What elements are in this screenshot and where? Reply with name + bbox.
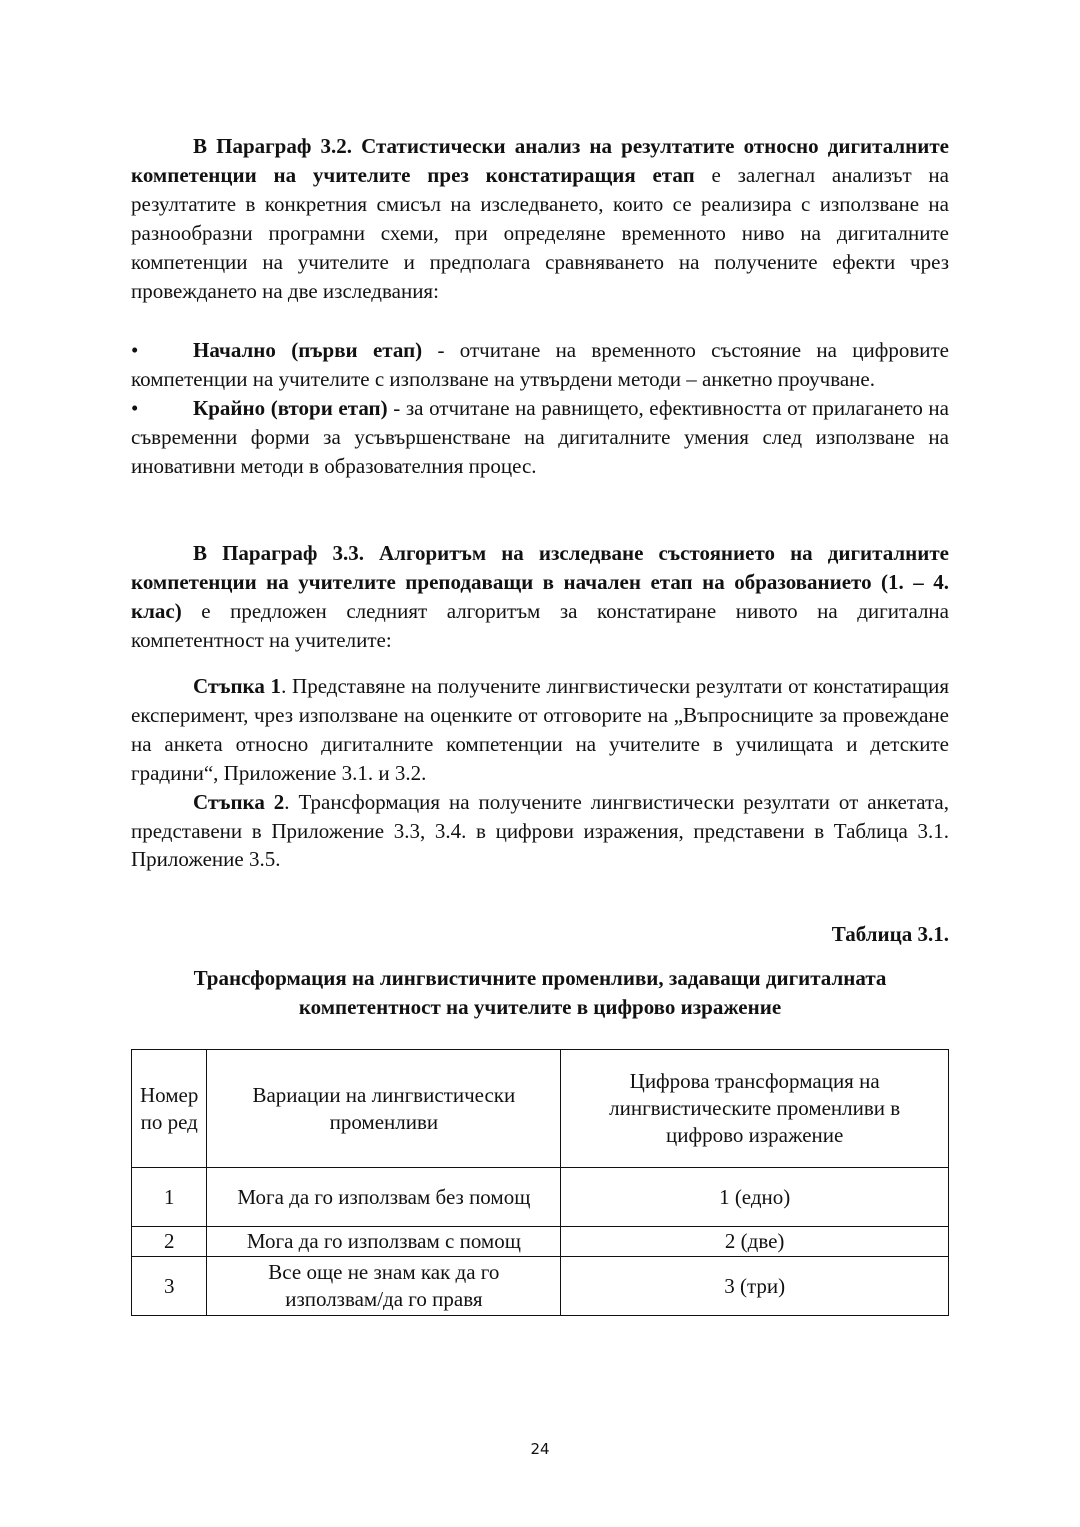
table-cell: 1 (едно) bbox=[561, 1168, 949, 1227]
data-table bbox=[131, 1049, 949, 1316]
step-1-label: Стъпка 1 bbox=[193, 674, 282, 698]
table-cell: 2 (две) bbox=[561, 1227, 949, 1257]
table-label: Таблица 3.1. bbox=[831, 922, 949, 946]
bullet-term: Крайно (втори етап) bbox=[193, 395, 388, 420]
steps bbox=[131, 672, 949, 874]
bullet-text: - за отчитане на равнището, ефективността от прилагането на съвременни форми за усъвършенстване на дигиталните умения след използване на иновативни методи в образователния процес. bbox=[131, 395, 949, 478]
table-cell: 3 bbox=[132, 1257, 207, 1316]
bullet-text: - отчитане на временното състояние на цифровите компетенции на учителите с използване на утвърдени методи – анкетно проучване. bbox=[131, 338, 950, 391]
paragraph-3-3-text: е предложен следният алгоритъм за констатиране нивото на дигитална компетентност на учителите: bbox=[131, 598, 949, 652]
table-cell: Мога да го използвам без помощ bbox=[207, 1168, 561, 1227]
paragraph-3-3 bbox=[131, 539, 949, 655]
header-cell: Цифрова трансформация на лингвистическите променливи в цифрово изражение bbox=[561, 1050, 949, 1168]
table-row bbox=[132, 1227, 949, 1257]
bullet-item bbox=[131, 394, 949, 481]
paragraph-3-2-heading: В Параграф 3.2. Статистически анализ на резултатите относно дигиталните компетенции на учителите през констатиращия етап bbox=[131, 134, 949, 187]
step-2-label: Стъпка 2 bbox=[193, 789, 285, 814]
paragraph-3-2-text: е залегнал анализът на резултатите в конкретния смисъл на изследването, които се реализира с използване на разнообразни програмни схеми, при определяне временното ниво на дигиталните компетенции на учителите и предполага сравняването на получените ефекти чрез провеждането на две изследвания: bbox=[131, 162, 949, 303]
step-2 bbox=[131, 788, 949, 875]
bullet-dot-icon: • bbox=[131, 338, 139, 362]
page-number: 24 bbox=[530, 1440, 550, 1458]
bullet-list bbox=[131, 336, 949, 481]
bullet-dot-icon: • bbox=[131, 395, 139, 420]
paragraph-3-3-heading: В Параграф 3.3. Алгоритъм на изследване състоянието на дигиталните компетенции на учителите преподаващи в начален етап на образованието (1. – 4. клас) bbox=[131, 541, 949, 623]
table-row bbox=[132, 1257, 949, 1316]
table-header-row bbox=[132, 1050, 949, 1168]
table-cell: Все още не знам как да го използвам/да го правя bbox=[207, 1257, 561, 1316]
table-cell: 2 bbox=[132, 1227, 207, 1257]
table-cell: 3 (три) bbox=[561, 1257, 949, 1316]
table-title: Трансформация на лингвистичните променливи, задаващи дигиталната компетентност на учителите в цифрово изражение bbox=[193, 966, 887, 1019]
bullet-item bbox=[131, 336, 949, 394]
bullet-term: Начално (първи етап) bbox=[193, 338, 423, 362]
header-cell: Номер по ред bbox=[132, 1050, 207, 1168]
step-1 bbox=[131, 672, 949, 788]
table-cell: Мога да го използвам с помощ bbox=[207, 1227, 561, 1257]
step-1-text: . Представяне на получените лингвистически резултати от констатиращия експеримент, чрез използване на оценките от отговорите на „Въпросниците за провеждане на анкета относно дигиталните компетенции на учителите в училищата и детските градини“, Приложение 3.1. и 3.2. bbox=[131, 674, 949, 785]
step-2-text: . Трансформация на получените лингвистически резултати от анкетата, представени в Приложение 3.3, 3.4. в цифрови изражения, представени в Таблица 3.1. Приложение 3.5. bbox=[131, 789, 949, 872]
paragraph-3-2 bbox=[131, 132, 949, 305]
header-cell: Вариации на лингвистически променливи bbox=[207, 1050, 561, 1168]
table-cell: 1 bbox=[132, 1168, 207, 1227]
table-row bbox=[132, 1168, 949, 1227]
